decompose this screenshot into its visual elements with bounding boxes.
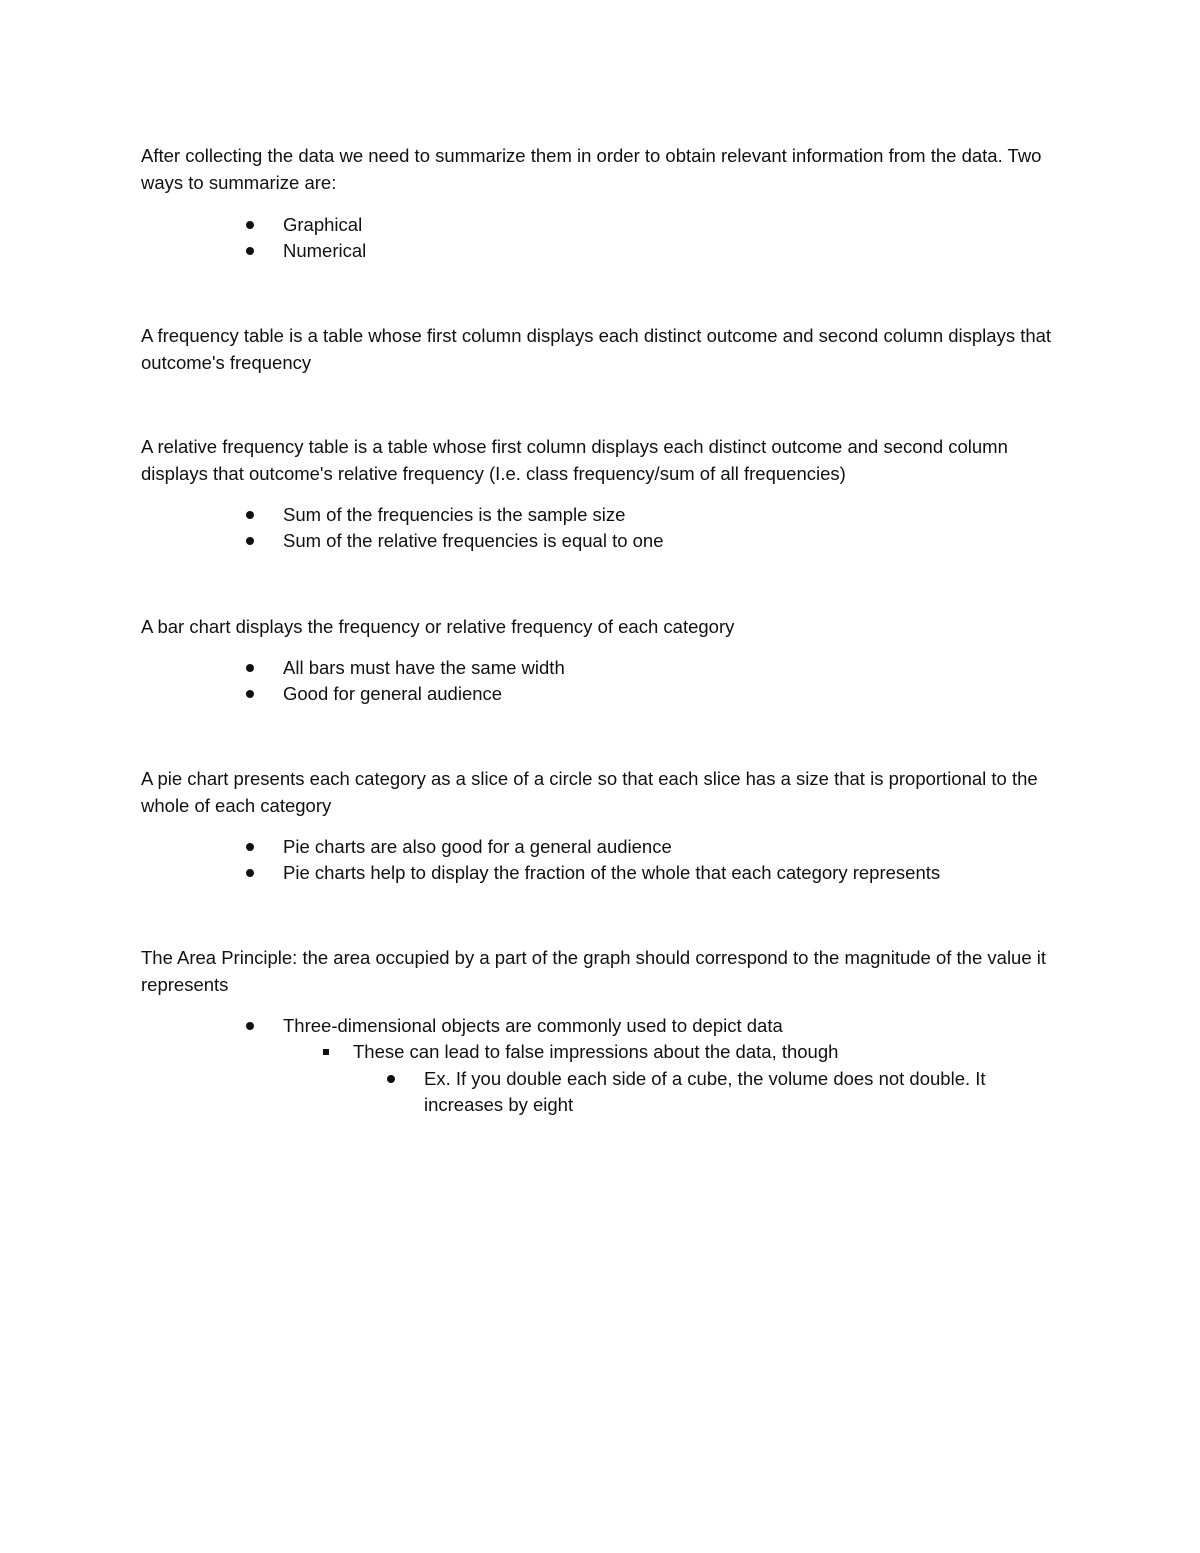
list-item: Pie charts help to display the fraction of the whole that each category represents xyxy=(283,860,1083,886)
pie-chart-paragraph: A pie chart presents each category as a slice of a circle so that each slice has a size that is proportional to the whole of each category xyxy=(141,768,1038,816)
relative-frequency-paragraph: A relative frequency table is a table whose first column displays each distinct outcome and second column displays that outcome's relative frequency (I.e. class frequency/sum of all frequencies) xyxy=(141,436,1008,484)
area-principle-list xyxy=(283,1013,1083,1039)
list-item: Numerical xyxy=(283,238,1083,264)
list-item: Sum of the frequencies is the sample size xyxy=(283,502,1083,528)
list-item: Sum of the relative frequencies is equal to one xyxy=(283,528,1083,554)
bar-chart-paragraph: A bar chart displays the frequency or relative frequency of each category xyxy=(141,616,735,637)
list-item: Three-dimensional objects are commonly used to depict data xyxy=(283,1013,1083,1039)
list-item: Pie charts are also good for a general audience xyxy=(283,834,1083,860)
bar-chart-list xyxy=(283,655,1083,707)
summary-methods-list xyxy=(283,212,1083,264)
list-item: Ex. If you double each side of a cube, the volume does not double. It increases by eight xyxy=(424,1066,1034,1118)
list-item: All bars must have the same width xyxy=(283,655,1083,681)
area-principle-paragraph: The Area Principle: the area occupied by a part of the graph should correspond to the magnitude of the value it represents xyxy=(141,947,1047,995)
pie-chart-list xyxy=(283,834,1083,886)
area-principle-subsublist xyxy=(424,1066,1034,1118)
frequency-table-paragraph: A frequency table is a table whose first column displays each distinct outcome and second column displays that outcome's frequency xyxy=(141,325,1052,373)
list-item: Good for general audience xyxy=(283,681,1083,707)
list-item: These can lead to false impressions about the data, though xyxy=(353,1039,1093,1065)
list-item: Graphical xyxy=(283,212,1083,238)
area-principle-sublist xyxy=(353,1039,1093,1065)
intro-paragraph: After collecting the data we need to summarize them in order to obtain relevant information from the data. Two ways to summarize are: xyxy=(141,145,1042,193)
relative-frequency-list xyxy=(283,502,1083,554)
